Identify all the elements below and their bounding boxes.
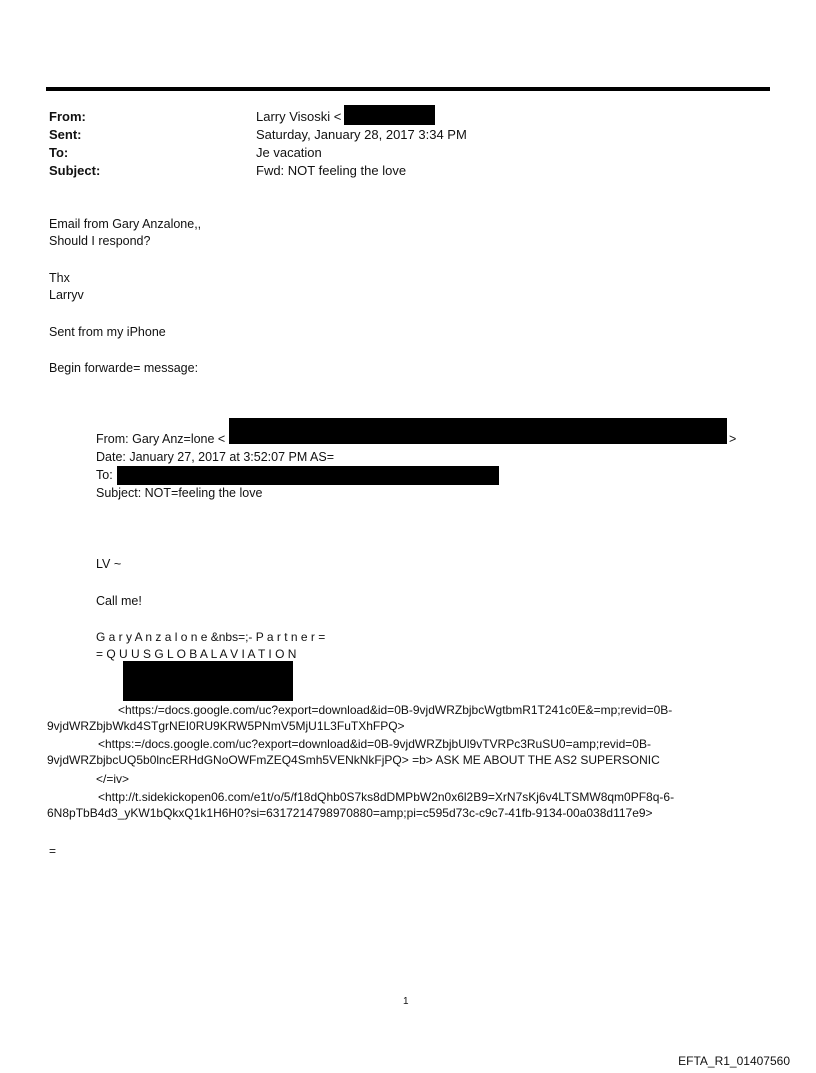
sent-label: Sent: — [49, 127, 82, 142]
link-url-1a: <https:/=docs.google.com/uc?export=download&id=0B-9vjdWRZbjbcWgtbmR1T241c0E&=mp;revid=0B- — [118, 703, 673, 717]
header-rule — [46, 87, 770, 91]
div-close-tag: </=iv> — [96, 772, 130, 786]
fwd-from: From: Gary Anz=lone < — [96, 432, 226, 446]
fwd-date: Date: January 27, 2017 at 3:52:07 PM AS= — [96, 450, 335, 464]
body-line-2: Should I respond? — [49, 234, 151, 248]
bates-number: EFTA_R1_01407560 — [678, 1054, 790, 1068]
fwd-from-close: > — [729, 432, 737, 446]
link-url-3b: 6N8pTbB4d3_yKW1bQkxQ1k1H6H0?si=6317214798970880=amp;pi=c595d73c-c9c7-41fb-9134-00a038d117e9> — [47, 806, 653, 820]
subject-label: Subject: — [49, 163, 101, 178]
from-value: Larry Visoski < — [256, 109, 342, 124]
fwd-to: To: — [96, 468, 113, 482]
redaction-block — [344, 105, 435, 125]
body-signature: Larryv — [49, 288, 84, 302]
fwd-call-me: Call me! — [96, 594, 142, 608]
begin-forwarded: Begin forwarde= message: — [49, 361, 199, 375]
to-label: To: — [49, 145, 69, 160]
link-url-1b: 9vjdWRZbjbWkd4STgrNEI0RU9KRW5PNmV5MjU1L3FuTXhFPQ> — [47, 719, 405, 733]
redaction-block — [117, 466, 499, 485]
fwd-subject: Subject: NOT=feeling the love — [96, 486, 263, 500]
redaction-block — [123, 661, 293, 701]
body-thx: Thx — [49, 271, 70, 285]
subject-value: Fwd: NOT feeling the love — [256, 163, 407, 178]
from-label: From: — [49, 109, 86, 124]
signature-line-2: = Q U U S G L O B A L A V I A T I O N — [96, 647, 297, 661]
link-url-2a: <https:=/docs.google.com/uc?export=download&id=0B-9vjdWRZbjbUl9vTVRPc3RuSU0=amp;revid=0B- — [98, 737, 651, 751]
trailing-equals: = — [49, 844, 57, 858]
redaction-block — [229, 418, 727, 444]
signature-line-1: G a r y A n z a l o n e &nbs=;- P a r t n e r = — [96, 630, 326, 644]
sent-from-iphone: Sent from my iPhone — [49, 325, 166, 339]
link-url-2b: 9vjdWRZbjbcUQ5b0lncERHdGNoOWFmZEQ4Smh5VENkNkFjPQ> =b> ASK ME ABOUT THE AS2 SUPERSONIC — [47, 753, 660, 767]
fwd-greeting: LV ~ — [96, 557, 122, 571]
page-number: 1 — [403, 996, 409, 1007]
link-url-3a: <http://t.sidekickopen06.com/e1t/o/5/f18dQhb0S7ks8dDMPbW2n0x6l2B9=XrN7sKj6v4LTSMW8qm0PF8q-6- — [98, 790, 675, 804]
to-value: Je vacation — [256, 145, 322, 160]
body-line-1: Email from Gary Anzalone,, — [49, 217, 202, 231]
sent-value: Saturday, January 28, 2017 3:34 PM — [256, 127, 467, 142]
